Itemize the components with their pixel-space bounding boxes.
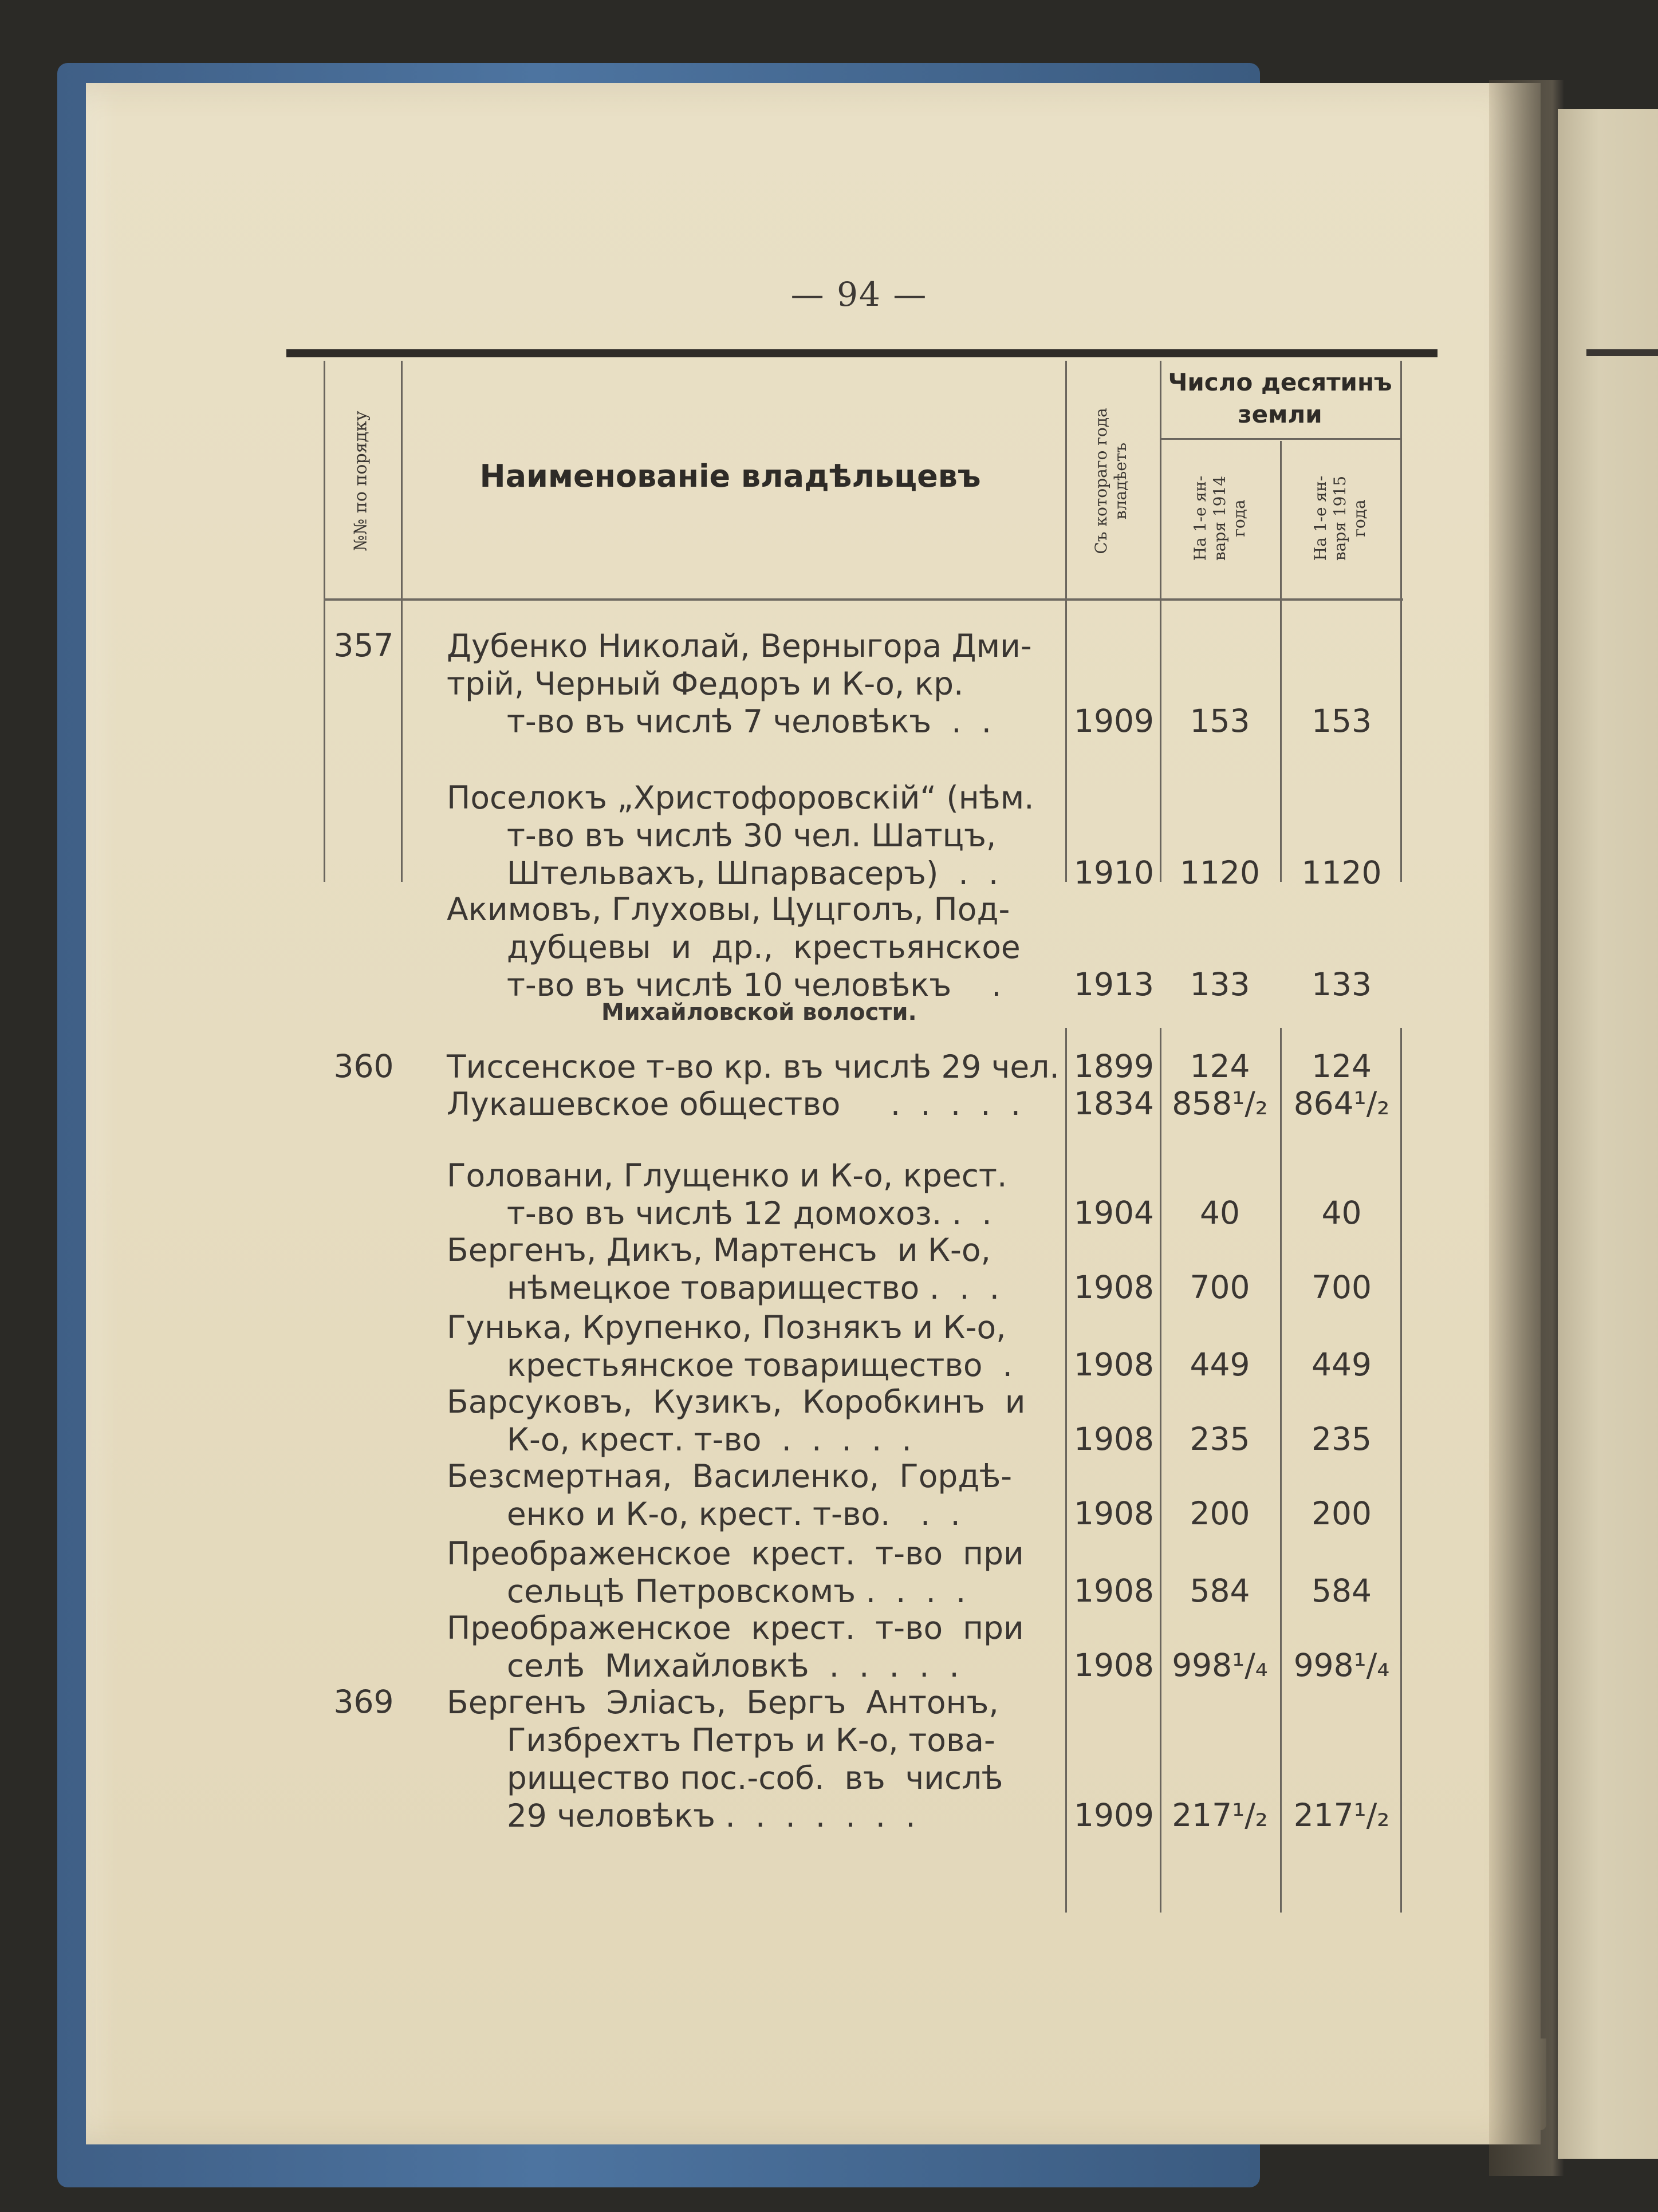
land-1914: 124: [1190, 1048, 1250, 1085]
right-page-edge: [1558, 109, 1658, 2159]
year-owned: 1908: [1074, 1346, 1154, 1383]
year-owned: 1908: [1074, 1572, 1154, 1609]
land-1914: 1120: [1180, 854, 1260, 891]
land-1914: 998¹/₄: [1172, 1647, 1268, 1683]
land-1915: 864¹/₂: [1293, 1085, 1390, 1122]
column-rule: [1400, 361, 1402, 882]
land-1914: 449: [1190, 1346, 1250, 1383]
header-1914: На 1-е ян- варя 1914 года: [1191, 475, 1249, 561]
land-1914: 700: [1190, 1269, 1250, 1306]
owner-name-line: трій, Черный Федоръ и К-о, кр.: [447, 665, 964, 702]
column-rule: [1065, 1028, 1067, 1913]
land-1914: 133: [1190, 966, 1250, 1003]
section-title: Михайловской волости.: [601, 999, 917, 1026]
land-1915: 700: [1312, 1269, 1372, 1306]
land-1915: 40: [1321, 1194, 1362, 1231]
owner-name-line: Бергенъ Эліасъ, Бергъ Антонъ,: [447, 1684, 999, 1721]
land-1914: 858¹/₂: [1172, 1085, 1268, 1122]
land-1915: 449: [1312, 1346, 1372, 1383]
year-owned: 1834: [1074, 1085, 1154, 1122]
land-1914: 200: [1190, 1495, 1250, 1532]
header-bottom-rule: [324, 598, 1403, 601]
year-owned: 1909: [1074, 1797, 1154, 1834]
header-divider: [1160, 438, 1400, 440]
owner-name-line: Акимовъ, Глуховы, Цуцголъ, Под-: [447, 891, 1010, 928]
land-1915: 217¹/₂: [1293, 1797, 1390, 1834]
year-owned: 1909: [1074, 703, 1154, 739]
column-rule: [401, 361, 403, 882]
year-owned: 1908: [1074, 1495, 1154, 1532]
owner-name-line: крестьянское товарищество .: [447, 1347, 1013, 1383]
header-year-owned: Съ котораго года владѣетъ: [1092, 408, 1130, 554]
owner-name-line: К-о, крест. т-во . . . . .: [447, 1421, 912, 1458]
land-1915: 998¹/₄: [1293, 1647, 1390, 1683]
land-1915: 124: [1312, 1048, 1372, 1085]
owner-name-line: Преображенское крест. т-во при: [447, 1610, 1024, 1646]
header-number-column: №№ по порядку: [350, 411, 371, 551]
owner-name-line: Головани, Глущенко и К-о, крест.: [447, 1157, 1007, 1194]
land-1915: 584: [1312, 1572, 1372, 1609]
year-owned: 1908: [1074, 1269, 1154, 1306]
book-gutter: [1489, 80, 1564, 2176]
owner-name-line: сельцѣ Петровскомъ . . . .: [447, 1573, 966, 1610]
land-1914: 584: [1190, 1572, 1250, 1609]
owner-name-line: т-во въ числѣ 12 домохоз. . .: [447, 1195, 992, 1232]
owner-name-line: Барсуковъ, Кузикъ, Коробкинъ и: [447, 1383, 1026, 1420]
land-1914: 153: [1190, 703, 1250, 739]
year-owned: 1899: [1074, 1048, 1154, 1085]
year-owned: 1908: [1074, 1421, 1154, 1457]
land-1914: 217¹/₂: [1172, 1797, 1268, 1834]
owner-name-line: т-во въ числѣ 30 чел. Шатцъ,: [447, 817, 997, 854]
table-top-rule: [286, 349, 1438, 357]
row-number: 360: [333, 1048, 394, 1085]
owner-name-line: Гунька, Крупенко, Познякъ и К-о,: [447, 1309, 1006, 1346]
right-page-rule: [1586, 349, 1658, 356]
year-owned: 1913: [1074, 966, 1154, 1003]
land-1915: 235: [1312, 1421, 1372, 1457]
column-rule: [1280, 1028, 1282, 1913]
land-1915: 1120: [1301, 854, 1382, 891]
owner-name-line: енко и К-о, крест. т-во. . .: [447, 1496, 960, 1532]
owner-name-line: 29 человѣкъ . . . . . . .: [447, 1797, 916, 1834]
owner-name-line: селѣ Михайловкѣ . . . . .: [447, 1647, 959, 1684]
column-rule: [1160, 1028, 1161, 1913]
year-owned: 1908: [1074, 1647, 1154, 1683]
owner-name-line: т-во въ числѣ 10 человѣкъ .: [447, 967, 1002, 1003]
owner-name-line: Бергенъ, Дикъ, Мартенсъ и К-о,: [447, 1232, 991, 1268]
header-owner-name: Наименованіе владѣльцевъ: [479, 458, 981, 494]
land-1915: 153: [1312, 703, 1372, 739]
owner-name-line: нѣмецкое товарищество . . .: [447, 1269, 1000, 1306]
header-land-area: Число десятинъ земли: [1168, 368, 1392, 428]
row-number: 369: [333, 1683, 394, 1720]
year-owned: 1904: [1074, 1194, 1154, 1231]
owner-name-line: рищество пос.-соб. въ числѣ: [447, 1760, 1003, 1796]
land-1915: 200: [1312, 1495, 1372, 1532]
page-number: — 94 —: [790, 275, 928, 314]
land-1914: 235: [1190, 1421, 1250, 1457]
owner-name-line: Штельвахъ, Шпарвасеръ) . .: [447, 855, 999, 892]
owner-name-line: Преображенское крест. т-во при: [447, 1535, 1024, 1572]
header-1915: На 1-е ян- варя 1915 года: [1311, 475, 1369, 561]
owner-name-line: Лукашевское общество . . . . .: [447, 1086, 1021, 1122]
land-1914: 40: [1200, 1194, 1240, 1231]
owner-name-line: т-во въ числѣ 7 человѣкъ . .: [447, 703, 992, 740]
land-1915: 133: [1312, 966, 1372, 1003]
owner-name-line: дубцевы и др., крестьянское: [447, 929, 1021, 965]
row-number: 357: [333, 627, 394, 664]
owner-name-line: Дубенко Николай, Верныгора Дми-: [447, 628, 1032, 664]
owner-name-line: Безсмертная, Василенко, Гордѣ-: [447, 1458, 1013, 1495]
owner-name-line: Тиссенское т-во кр. въ числѣ 29 чел.: [447, 1048, 1060, 1085]
year-owned: 1910: [1074, 854, 1154, 891]
owner-name-line: Гизбрехтъ Петръ и К-о, това-: [447, 1722, 995, 1758]
column-rule: [1400, 1028, 1402, 1913]
owner-name-line: Поселокъ „Христофоровскій“ (нѣм.: [447, 779, 1034, 816]
